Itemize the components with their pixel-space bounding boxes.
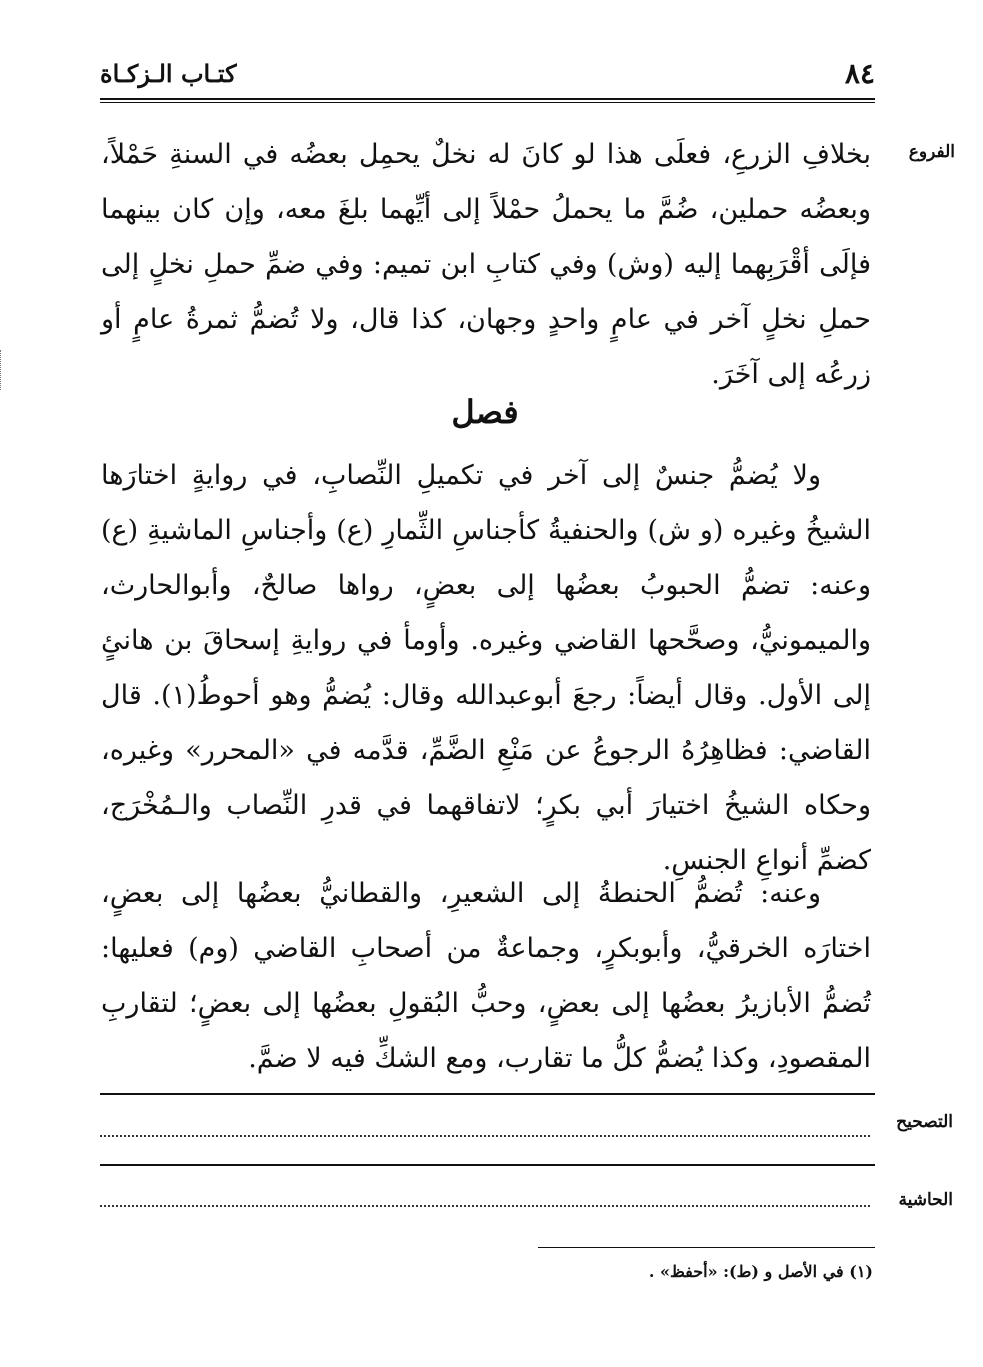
paragraph-2: ولا يُضمُّ جنسٌ إلى آخر في تكميلِ النِّصابِ، في روايةٍ اختارَها الشيخُ وغيره (و ش) والحنفيةُ كأجناسِ الثِّمارِ (ع) وأجناسِ الماشيةِ (ع) وعنه: تضمُّ الحبوبُ بعضُها إلى بعضٍ، رواها صالحٌ، وأبوالحارث، والميمونيُّ، وصحَّحها القاضي وغيره. وأومأ في روايةِ إسحاقَ بن هانئٍ إلى الأول. وقال أيضاً: رجعَ أبوعبدالله وقال: يُضمُّ وهو أحوطُ(١). قال القاضي: فظاهِرُهُ الرجوعُ عن مَنْعِ الضَّمِّ، قدَّمه في «المحرر» وغيره، وحكاه الشيخُ اختيارَ أبي بكرٍ؛ لاتفاقهما في قدرِ النِّصاب والـمُخْرَج، كضمِّ أنواعِ الجنسِ. xyxy=(101,460,871,876)
paragraph-1: بخلافِ الزرعِ، فعلَى هذا لو كانَ له نخلٌ يحمِل بعضُه في السنةِ حَمْلاً، وبعضُه حملين، ضُمَّ ما يحملُ حمْلاً إلى أيِّهما بلغَ معه، وإن كان بينهما فإلَى أقْرَبِهما إليه (وش) وفي كتابِ ابن تميم: وفي ضمِّ حملِ نخلٍ إلى حملِ نخلٍ آخر في عامٍ واحدٍ وجهان، كذا قال، ولا تُضمُّ ثمرةُ عامٍ أو زرعُه إلى آخَرَ. xyxy=(101,139,871,390)
page-number: ٨٤ xyxy=(844,57,875,90)
correction-dotted-line xyxy=(100,1135,870,1137)
page-header xyxy=(100,52,875,98)
paragraph-3: وعنه: تُضمُّ الحنطةُ إلى الشعيرِ، والقطانيُّ بعضُها إلى بعضٍ، اختارَه الخرقيُّ، وأبوبكرٍ، وجماعةٌ من أصحابِ القاضي (وم) فعليها: تُضمُّ الأبازيرُ بعضُها إلى بعضٍ، وحبُّ البُقولِ بعضُها إلى بعضٍ؛ لتقاربِ المقصودِ، وكذا يُضمُّ كلُّ ما تقارب، ومع الشكِّ فيه لا ضمَّ. xyxy=(101,878,871,1074)
book-title: كتـاب الـزكـاة xyxy=(100,59,237,88)
header-rule xyxy=(100,98,875,100)
correction-label: التصحيح xyxy=(896,1112,953,1132)
section-heading: فصل xyxy=(451,393,519,431)
header-rule-thin xyxy=(100,102,875,103)
scan-edge-mark xyxy=(0,350,3,390)
footer-rule-top xyxy=(100,1093,875,1095)
footnote-separator xyxy=(538,1247,875,1248)
margin-notes-dotted-line xyxy=(100,1205,870,1207)
footer-rule-middle xyxy=(100,1164,875,1166)
side-label-furu: الفروع xyxy=(908,142,955,162)
margin-notes-label: الحاشية xyxy=(898,1190,953,1210)
footnote: (١) في الأصل و (ط): «أحفظ» . xyxy=(648,1262,873,1281)
